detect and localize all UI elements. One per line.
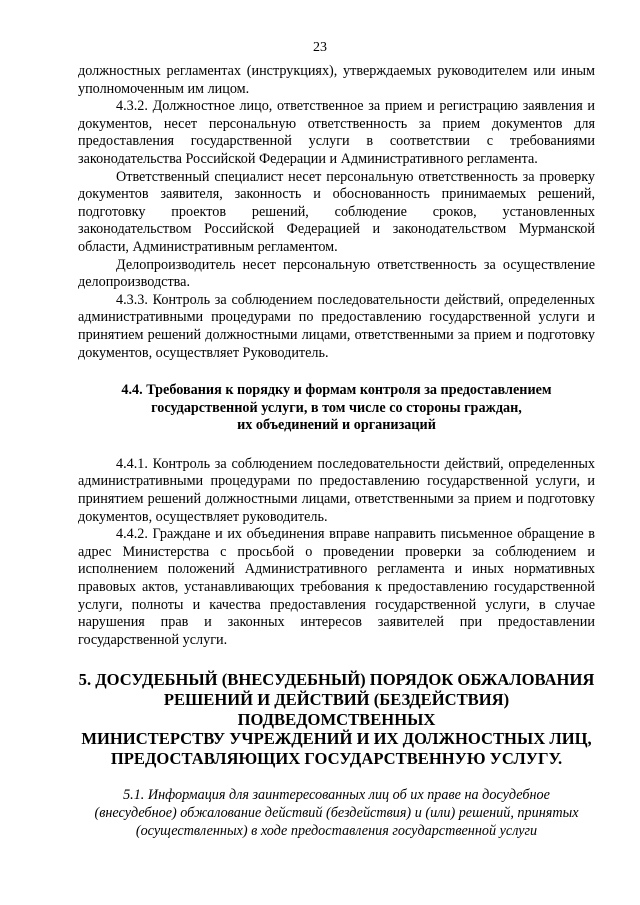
paragraph-4-4-1: 4.4.1. Контроль за соблюдением последовательности действий, определенных административными процедурами по предоставлению государственной услуги, и принятием решений должностными лицами, ответственными за прием и подготовку документов, осуществляет руководитель. bbox=[78, 455, 595, 525]
chapter-heading-line: 5. ДОСУДЕБНЫЙ (ВНЕСУДЕБНЫЙ) ПОРЯДОК ОБЖАЛОВАНИЯ bbox=[78, 670, 595, 690]
subheading-5-1 bbox=[78, 787, 595, 840]
subheading-line: 5.1. Информация для заинтересованных лиц об их праве на досудебное bbox=[123, 787, 550, 804]
paragraph-continuation: должностных регламентах (инструкциях), утверждаемых руководителем или иным уполномоченным им лицом. bbox=[78, 63, 595, 97]
page-number: 23 bbox=[313, 40, 327, 55]
subheading-line: (внесудебное) обжалование действий (бездействия) и (или) решений, принятых bbox=[94, 804, 579, 821]
paragraph-clerk: Делопроизводитель несет персональную ответственность за осуществление делопроизводства. bbox=[78, 256, 595, 291]
chapter-heading-line: МИНИСТЕРСТВУ УЧРЕЖДЕНИЙ И ИХ ДОЛЖНОСТНЫХ ЛИЦ, bbox=[81, 729, 592, 749]
chapter-heading-line: ПРЕДОСТАВЛЯЮЩИХ ГОСУДАРСТВЕННУЮ УСЛУГУ. bbox=[110, 748, 563, 768]
subheading-line: (осуществленных) в ходе предоставления государственной услуги bbox=[135, 822, 538, 839]
section-heading-line: государственной услуги, в том числе со стороны граждан, bbox=[151, 399, 522, 416]
section-heading-line: их объединений и организаций bbox=[237, 417, 436, 434]
paragraph-4-3-3: 4.3.3. Контроль за соблюдением последовательности действий, определенных административными процедурами по предоставлению государственной услуги и принятием решений должностными лицами, ответственными за прием и подготовку документов, осуществляет Руководитель. bbox=[78, 291, 595, 361]
chapter-heading-5 bbox=[78, 670, 595, 768]
paragraph-responsible-specialist: Ответственный специалист несет персональную ответственность за проверку документов заявителя, законность и обоснованность принимаемых решений, подготовку проектов решений, соблюдение сроков, установленных законодательством Российской Федерацией и законодательством Мурманской области, Административным регламентом. bbox=[78, 168, 595, 255]
document-body bbox=[78, 63, 595, 840]
section-heading-line: 4.4. Требования к порядку и формам контроля за предоставлением bbox=[121, 382, 552, 399]
chapter-heading-line: РЕШЕНИЙ И ДЕЙСТВИЙ (БЕЗДЕЙСТВИЯ) ПОДВЕДОМСТВЕННЫХ bbox=[163, 690, 510, 729]
section-heading-4-4 bbox=[78, 382, 595, 435]
paragraph-4-4-2: 4.4.2. Граждане и их объединения вправе направить письменное обращение в адрес Министерства с просьбой о проведении проверки за соблюдением и исполнением положений Административного регламента и иных нормативных правовых актов, устанавливающих требования к предоставлению государственной услуги, полноты и качества предоставления государственной услуги, в случае нарушения прав и законных интересов заявителей при предоставлении государственной услуги. bbox=[78, 526, 595, 648]
paragraph-4-3-2: 4.3.2. Должностное лицо, ответственное за прием и регистрацию заявления и документов, несет персональную ответственность за прием документов для предоставления государственной услуги в соответствии с требованиями законодательства Российской Федерации и Административного регламента. bbox=[78, 98, 595, 167]
